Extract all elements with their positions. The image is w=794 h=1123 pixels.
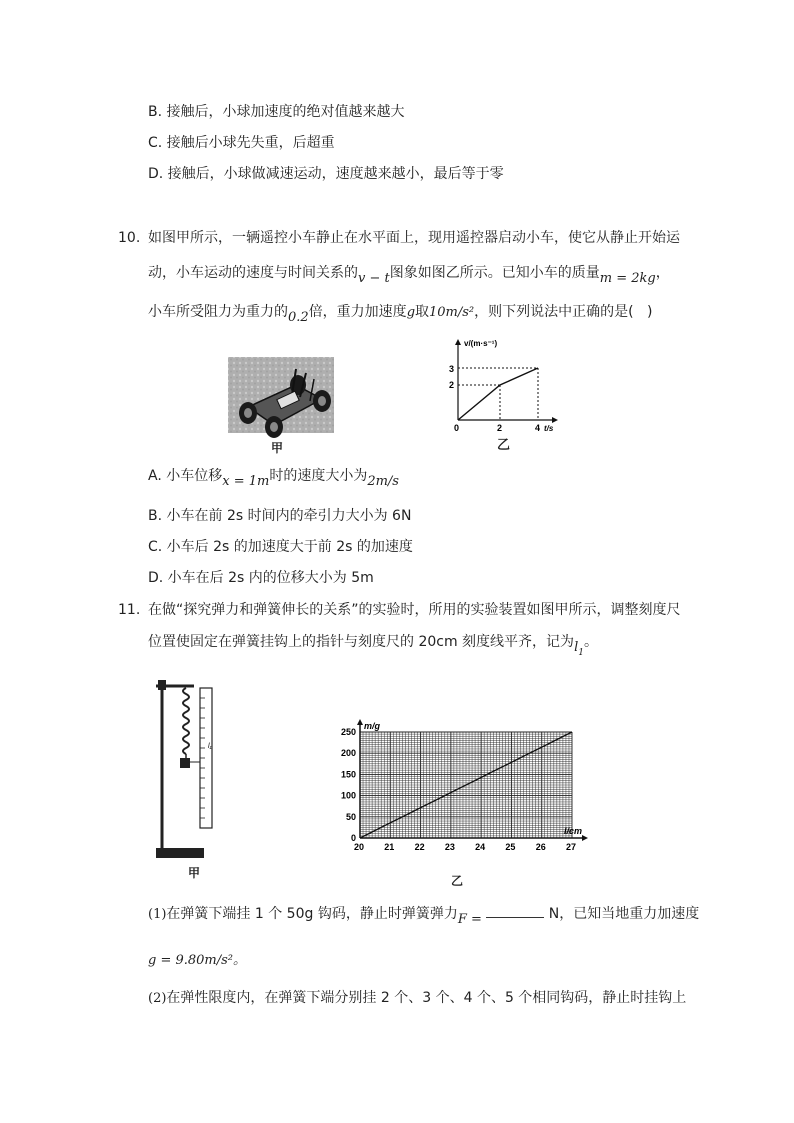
q11-stem-line1: 在做“探究弹力和弹簧伸长的关系”的实验时，所用的实验装置如图甲所示，调整刻度尺 [148, 602, 681, 618]
q10-option-c: C. 小车后 2s 的加速度大于前 2s 的加速度 [148, 539, 413, 555]
vt-graph [440, 336, 560, 436]
q10-fig-jia-label: 甲 [271, 441, 284, 455]
mass-math: m = 2kg [599, 271, 656, 286]
y-tick-label: 100 [340, 790, 356, 801]
vt-curve [458, 368, 538, 420]
x-tick-label: 22 [414, 842, 425, 852]
x-tick-label: 24 [475, 842, 486, 852]
x-tick-label: 27 [566, 842, 577, 852]
q11-fig-yi-label: 乙 [451, 874, 464, 888]
y-tick-label: 250 [340, 727, 356, 737]
q11-sub2-line1: (2)在弹性限度内，在弹簧下端分别挂 2 个、3 个、4 个、5 个相同钩码，静止时挂钩上 [148, 990, 687, 1006]
q10-stem-line3: 小车所受阻力为重力的0.2倍，重力加速度g取10m/s²，则下列说法中正确的是( ) [148, 304, 653, 325]
q9-option-b: B. 接触后，小球加速度的绝对值越来越大 [148, 104, 405, 120]
answer-blank-F[interactable] [486, 905, 544, 918]
vt-xtick-2: 2 [497, 423, 503, 433]
x-tick-label: 20 [354, 842, 365, 852]
x-tick-label: 26 [535, 842, 546, 852]
vt-ytick-3: 3 [449, 364, 455, 374]
vt-math: v − t [358, 271, 390, 286]
q10-stem-line2: 动，小车运动的速度与时间关系的v − t图象如图乙所示。已知小车的质量m = 2kg， [148, 265, 670, 286]
x-tick-label: 25 [505, 842, 516, 852]
y-tick-label: 200 [340, 748, 356, 759]
x-tick-label: 21 [384, 842, 395, 852]
ruler-l1-label: l₁ [208, 743, 212, 750]
q11-number: 11. [118, 602, 141, 618]
q10-option-d: D. 小车在后 2s 内的位移大小为 5m [148, 570, 374, 586]
x-tick-label: 23 [444, 842, 455, 852]
q11-sub1-line2: g = 9.80m/s²。 [148, 953, 247, 968]
chart-xlabel: l/cm [564, 826, 583, 836]
spring [183, 688, 189, 754]
y-tick-label: 150 [340, 769, 356, 780]
q9-option-c: C. 接触后小球先失重，后超重 [148, 135, 335, 151]
q10-option-a: A. 小车位移x = 1m时的速度大小为2m/s [148, 468, 399, 489]
q9-option-d: D. 接触后，小球做减速运动，速度越来越小，最后等于零 [148, 166, 504, 182]
q10-option-b: B. 小车在前 2s 时间内的牵引力大小为 6N [148, 508, 412, 524]
vt-ytick-2: 2 [449, 380, 455, 390]
vt-xtick-4: 4 [535, 423, 541, 433]
vt-xtick-0: 0 [454, 423, 460, 433]
m-l-chart [330, 718, 590, 868]
spring-apparatus [150, 674, 220, 864]
y-tick-label: 0 [350, 833, 356, 843]
q11-stem-line2: 位置使固定在弹簧挂钩上的指针与刻度尺的 20cm 刻度线平齐，记为$l_1$。 [148, 634, 598, 658]
q11-sub1-line1: (1)在弹簧下端挂 1 个 50g 钩码，静止时弹簧弹力F = N，已知当地重力加速度 [148, 906, 700, 927]
q10-stem-line1: 如图甲所示，一辆遥控小车静止在水平面上，现用遥控器启动小车，使它从静止开始运 [148, 230, 680, 246]
q10-number: 10. [118, 230, 141, 246]
vt-xlabel: t/s [544, 424, 554, 433]
answer-paren: ( ) [628, 304, 653, 320]
hook-weight [180, 758, 190, 768]
q11-fig-jia-label: 甲 [188, 866, 201, 880]
q10-fig-yi-label: 乙 [497, 438, 511, 453]
y-tick-label: 50 [345, 811, 356, 822]
chart-ylabel: m/g [364, 721, 381, 731]
vt-ylabel: v/(m·s⁻¹) [464, 339, 498, 348]
